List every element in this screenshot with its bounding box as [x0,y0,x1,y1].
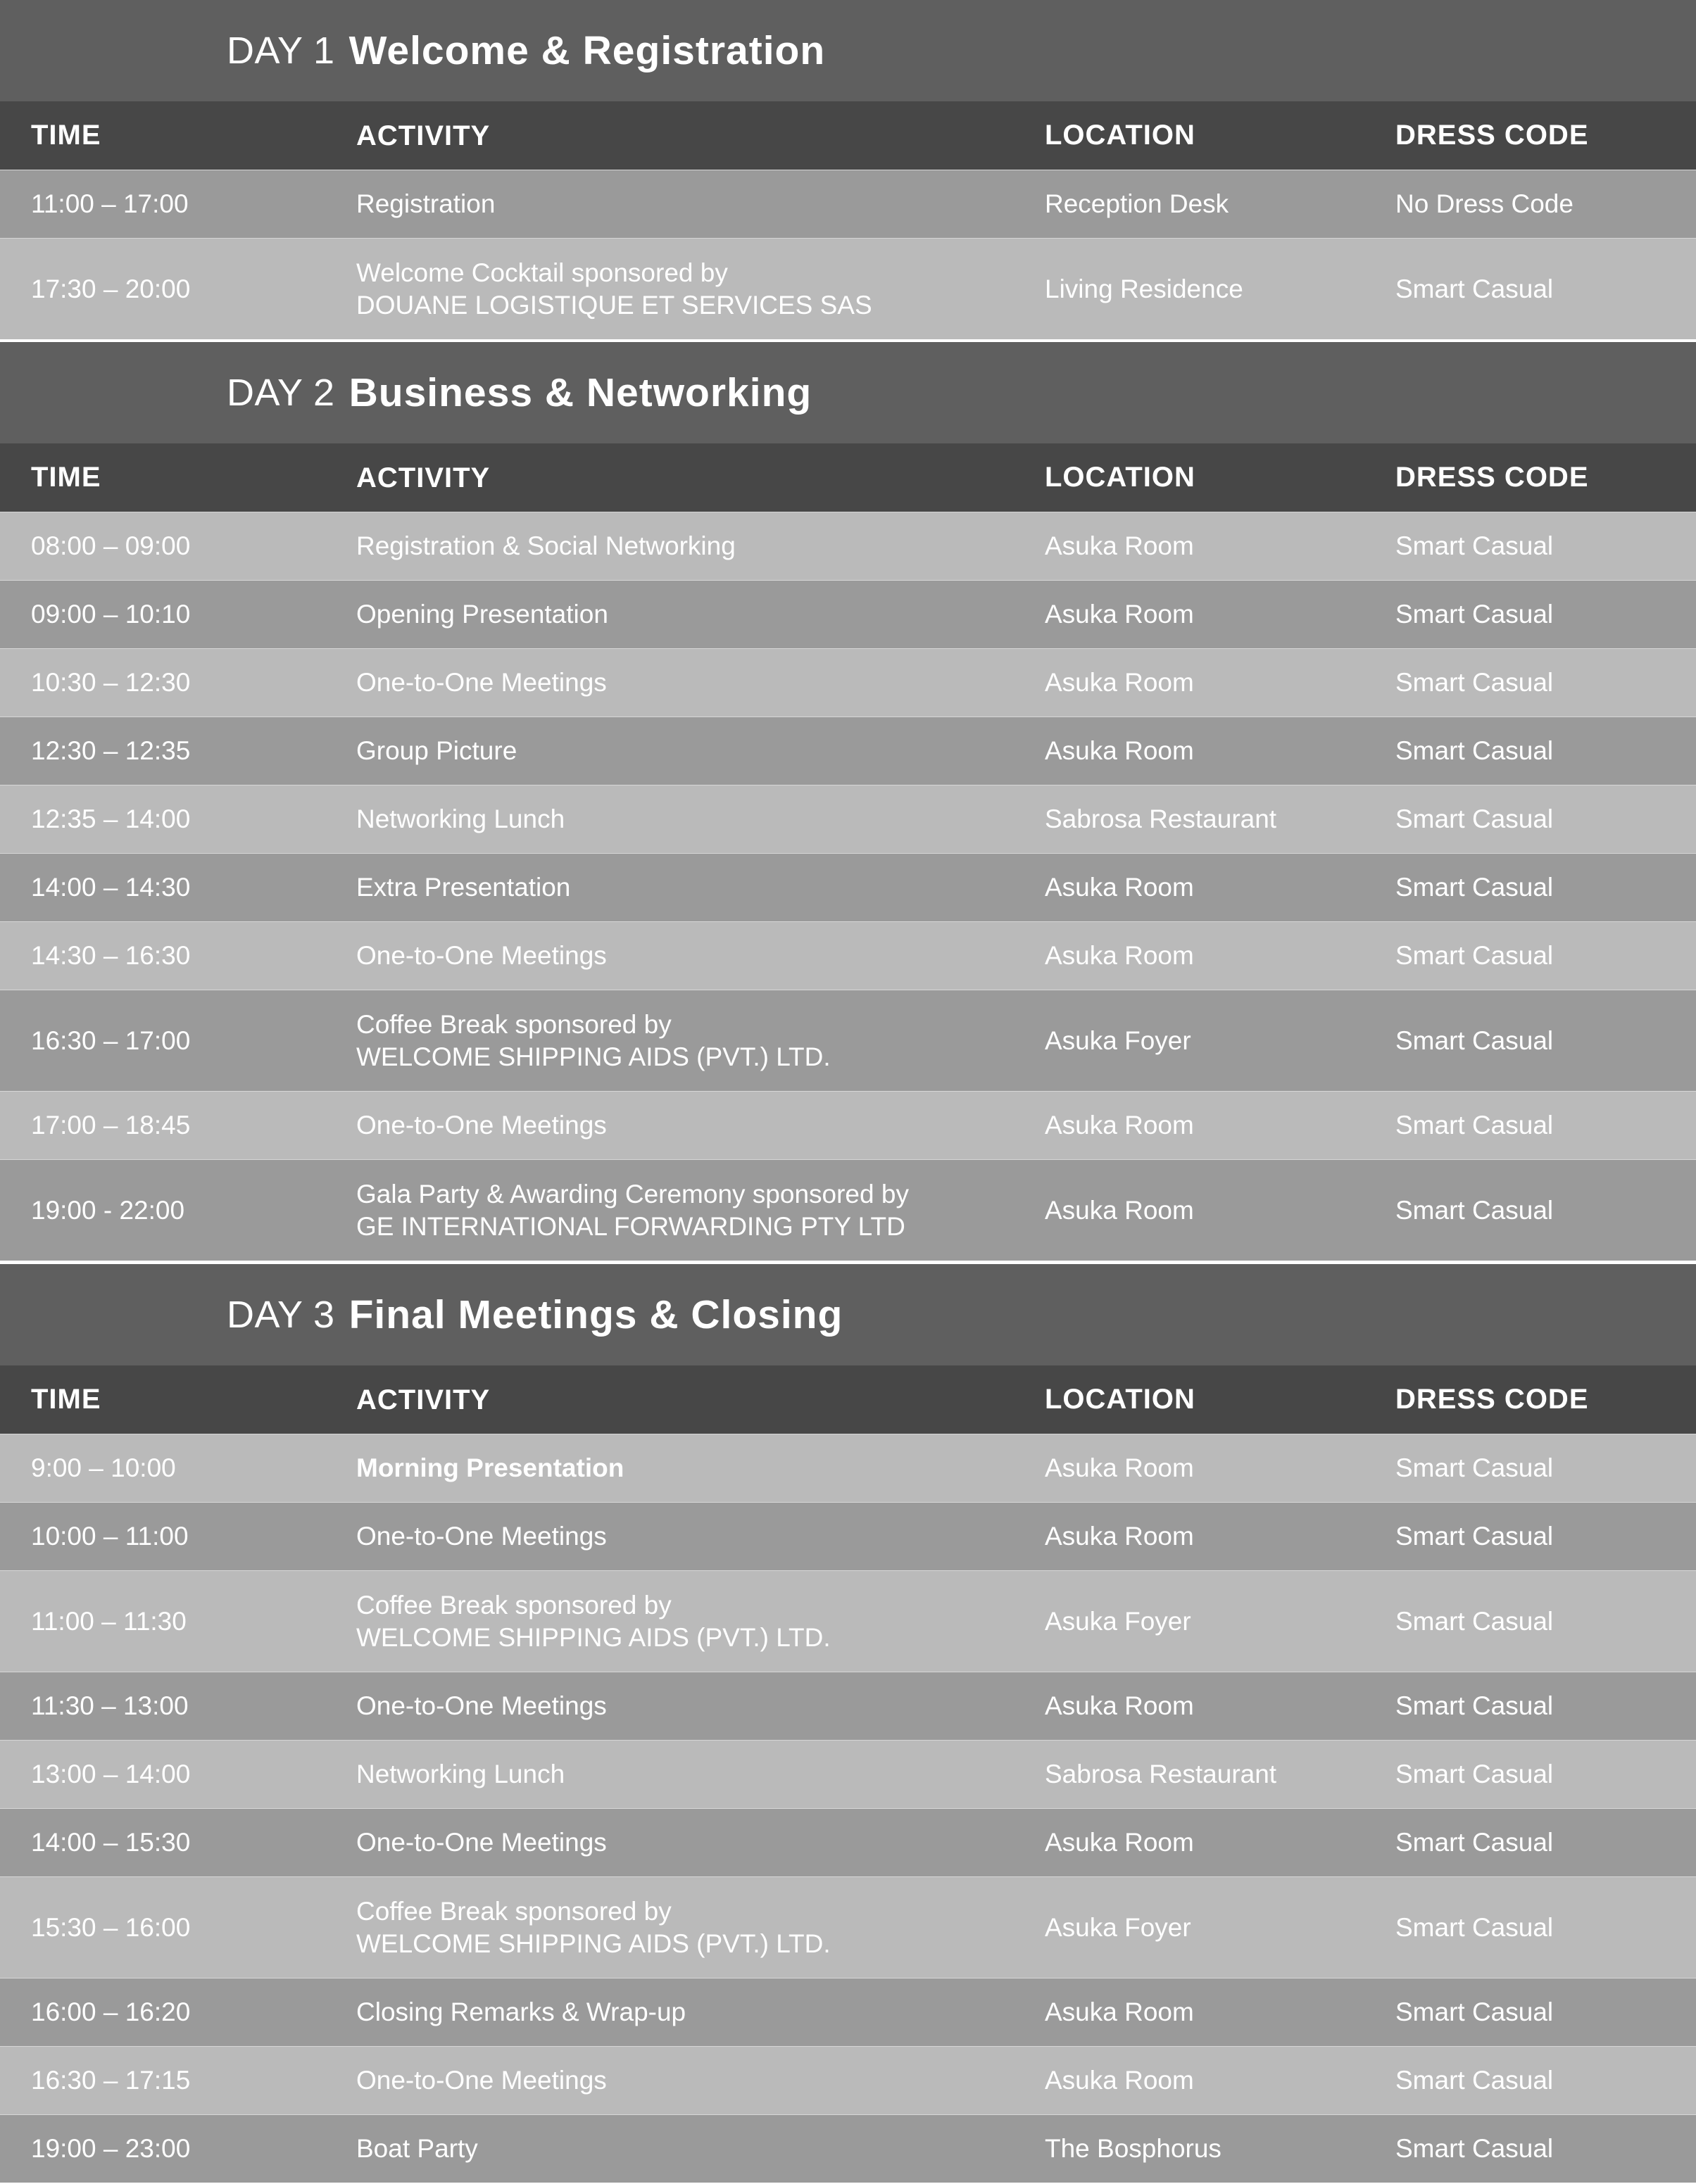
location-cell: Asuka Foyer [1045,1025,1191,1055]
column-header-row [0,1365,1696,1434]
dress-code-cell: Smart Casual [1395,2134,1554,2163]
activity-cell [325,940,1014,972]
time-cell: 15:30 – 16:00 [31,1912,191,1942]
activity-cell [325,1520,1014,1553]
activity-cell [325,530,1014,562]
activity-cell [325,1758,1014,1791]
time-cell: 12:35 – 14:00 [31,804,191,833]
dress-code-cell: Smart Casual [1395,1828,1554,1857]
table-row [0,1672,1696,1740]
time-cell: 10:00 – 11:00 [31,1522,189,1551]
table-row [0,1876,1696,1978]
time-cell: 10:30 – 12:30 [31,668,191,697]
time-cell: 14:30 – 16:30 [31,941,191,970]
dress-code-cell: Smart Casual [1395,1025,1554,1055]
day-section [0,1264,1696,2183]
activity-cell [325,1690,1014,1722]
day-header [0,342,1696,443]
time-cell: 11:00 – 11:30 [31,1606,187,1636]
activity-line: Morning Presentation [356,1453,624,1482]
day-title: Welcome & Registration [348,28,826,73]
dress-code-cell: Smart Casual [1395,1522,1554,1551]
activity-line: Networking Lunch [356,804,565,833]
activity-line: Gala Party & Awarding Ceremony sponsored by [356,1179,909,1208]
activity-line: Registration & Social Networking [356,531,736,560]
time-cell: 9:00 – 10:00 [31,1453,176,1482]
table-row [0,990,1696,1091]
activity-cell [325,667,1014,699]
activity-line: Networking Lunch [356,1760,565,1788]
table-row [0,1159,1696,1261]
activity-line: WELCOME SHIPPING AIDS (PVT.) LTD. [356,1622,831,1652]
location-cell: Asuka Room [1045,736,1194,765]
dress-code-cell: Smart Casual [1395,1912,1554,1942]
location-cell: Asuka Room [1045,1522,1194,1551]
table-row [0,512,1696,580]
table-row [0,1570,1696,1672]
dress-code-cell: Smart Casual [1395,1606,1554,1636]
column-header-row [0,443,1696,512]
day-section [0,0,1696,339]
dress-code-cell: Smart Casual [1395,1453,1554,1482]
activity-line: One-to-One Meetings [356,1111,607,1140]
time-cell: 08:00 – 09:00 [31,531,191,560]
column-header-time: TIME [31,120,101,151]
column-header-location: LOCATION [1045,462,1195,493]
time-cell: 12:30 – 12:35 [31,736,191,765]
time-cell: 11:00 – 17:00 [31,189,189,218]
activity-cell [325,1895,1014,1960]
dress-code-cell: Smart Casual [1395,668,1554,697]
day-label: DAY 1 [227,30,335,72]
location-cell: Reception Desk [1045,189,1229,218]
activity-line: Closing Remarks & Wrap-up [356,1997,686,2026]
time-cell: 14:00 – 14:30 [31,873,191,902]
day-label: DAY 3 [227,1294,335,1336]
activity-line: Extra Presentation [356,873,571,902]
location-cell: Asuka Room [1045,1453,1194,1482]
column-header-activity: ACTIVITY [356,120,491,151]
table-row [0,1740,1696,1808]
activity-line: WELCOME SHIPPING AIDS (PVT.) LTD. [356,1042,831,1071]
dress-code-cell: Smart Casual [1395,873,1554,902]
location-cell: Asuka Foyer [1045,1606,1191,1636]
activity-line: Coffee Break sponsored by [356,1590,672,1620]
activity-line: GE INTERNATIONAL FORWARDING PTY LTD [356,1211,905,1241]
day-title: Final Meetings & Closing [348,1292,843,1337]
time-cell: 16:30 – 17:15 [31,2066,191,2095]
activity-cell [325,257,1014,322]
day-header [0,1264,1696,1365]
dress-code-cell: Smart Casual [1395,1760,1554,1788]
table-row [0,1091,1696,1159]
activity-line: One-to-One Meetings [356,2066,607,2095]
time-cell: 16:30 – 17:00 [31,1025,191,1055]
location-cell: Asuka Room [1045,941,1194,970]
time-cell: 13:00 – 14:00 [31,1760,191,1788]
table-row [0,853,1696,921]
time-cell: 19:00 - 22:00 [31,1195,185,1225]
column-header-activity: ACTIVITY [356,462,491,493]
time-cell: 09:00 – 10:10 [31,600,191,629]
activity-cell [325,1009,1014,1073]
location-cell: Sabrosa Restaurant [1045,804,1277,833]
activity-cell [325,735,1014,767]
location-cell: Asuka Room [1045,873,1194,902]
activity-line: One-to-One Meetings [356,941,607,970]
activity-line: Coffee Break sponsored by [356,1896,672,1926]
activity-line: One-to-One Meetings [356,668,607,697]
activity-cell [325,803,1014,835]
activity-cell [325,1178,1014,1243]
activity-cell [325,871,1014,904]
activity-line: WELCOME SHIPPING AIDS (PVT.) LTD. [356,1929,831,1958]
table-row [0,2046,1696,2114]
activity-line: Opening Presentation [356,600,608,629]
column-header-activity: ACTIVITY [356,1384,491,1415]
location-cell: Asuka Room [1045,668,1194,697]
dress-code-cell: Smart Casual [1395,941,1554,970]
location-cell: The Bosphorus [1045,2134,1221,2163]
activity-cell [325,1109,1014,1142]
dress-code-cell: Smart Casual [1395,1997,1554,2026]
table-row [0,717,1696,785]
location-cell: Asuka Room [1045,1828,1194,1857]
dress-code-cell: Smart Casual [1395,600,1554,629]
location-cell: Asuka Room [1045,2066,1194,2095]
table-row [0,921,1696,990]
table-row [0,1808,1696,1876]
dress-code-cell: Smart Casual [1395,531,1554,560]
activity-line: One-to-One Meetings [356,1691,607,1720]
time-cell: 17:00 – 18:45 [31,1111,191,1140]
activity-line: One-to-One Meetings [356,1522,607,1551]
activity-line: One-to-One Meetings [356,1828,607,1857]
activity-line: Welcome Cocktail sponsored by [356,258,728,287]
table-row [0,1502,1696,1570]
activity-cell [325,2064,1014,2097]
day-header [0,0,1696,101]
location-cell: Asuka Foyer [1045,1912,1191,1942]
time-cell: 14:00 – 15:30 [31,1828,191,1857]
column-header-dress-code: DRESS CODE [1395,462,1589,493]
column-header-time: TIME [31,462,101,493]
activity-cell [325,1826,1014,1859]
table-row [0,1978,1696,2046]
activity-cell [325,2133,1014,2165]
column-header-row [0,101,1696,170]
time-cell: 16:00 – 16:20 [31,1997,191,2026]
dress-code-cell: Smart Casual [1395,2066,1554,2095]
activity-line: Group Picture [356,736,517,765]
table-row [0,648,1696,717]
column-header-time: TIME [31,1384,101,1415]
day-label: DAY 2 [227,372,335,414]
table-row [0,785,1696,853]
dress-code-cell: No Dress Code [1395,189,1573,218]
time-cell: 19:00 – 23:00 [31,2134,191,2163]
activity-line: DOUANE LOGISTIQUE ET SERVICES SAS [356,290,872,320]
column-header-location: LOCATION [1045,120,1195,151]
dress-code-cell: Smart Casual [1395,804,1554,833]
activity-line: Registration [356,189,496,218]
location-cell: Asuka Room [1045,1997,1194,2026]
location-cell: Sabrosa Restaurant [1045,1760,1277,1788]
location-cell: Asuka Room [1045,1691,1194,1720]
time-cell: 11:30 – 13:00 [31,1691,189,1720]
activity-cell [325,188,1014,220]
activity-line: Coffee Break sponsored by [356,1009,672,1039]
location-cell: Asuka Room [1045,600,1194,629]
activity-cell [325,1589,1014,1654]
day-section [0,342,1696,1261]
location-cell: Asuka Room [1045,1195,1194,1225]
dress-code-cell: Smart Casual [1395,736,1554,765]
dress-code-cell: Smart Casual [1395,1691,1554,1720]
location-cell: Living Residence [1045,274,1243,303]
day-title: Business & Networking [348,370,812,415]
activity-line: Boat Party [356,2134,478,2163]
table-row [0,1434,1696,1502]
activity-cell [325,598,1014,631]
column-header-dress-code: DRESS CODE [1395,1384,1589,1415]
table-row [0,580,1696,648]
dress-code-cell: Smart Casual [1395,274,1554,303]
location-cell: Asuka Room [1045,1111,1194,1140]
table-row [0,2114,1696,2183]
table-row [0,238,1696,339]
dress-code-cell: Smart Casual [1395,1195,1554,1225]
location-cell: Asuka Room [1045,531,1194,560]
column-header-location: LOCATION [1045,1384,1195,1415]
activity-cell [325,1452,1014,1484]
column-header-dress-code: DRESS CODE [1395,120,1589,151]
table-row [0,170,1696,238]
dress-code-cell: Smart Casual [1395,1111,1554,1140]
time-cell: 17:30 – 20:00 [31,274,191,303]
activity-cell [325,1996,1014,2028]
